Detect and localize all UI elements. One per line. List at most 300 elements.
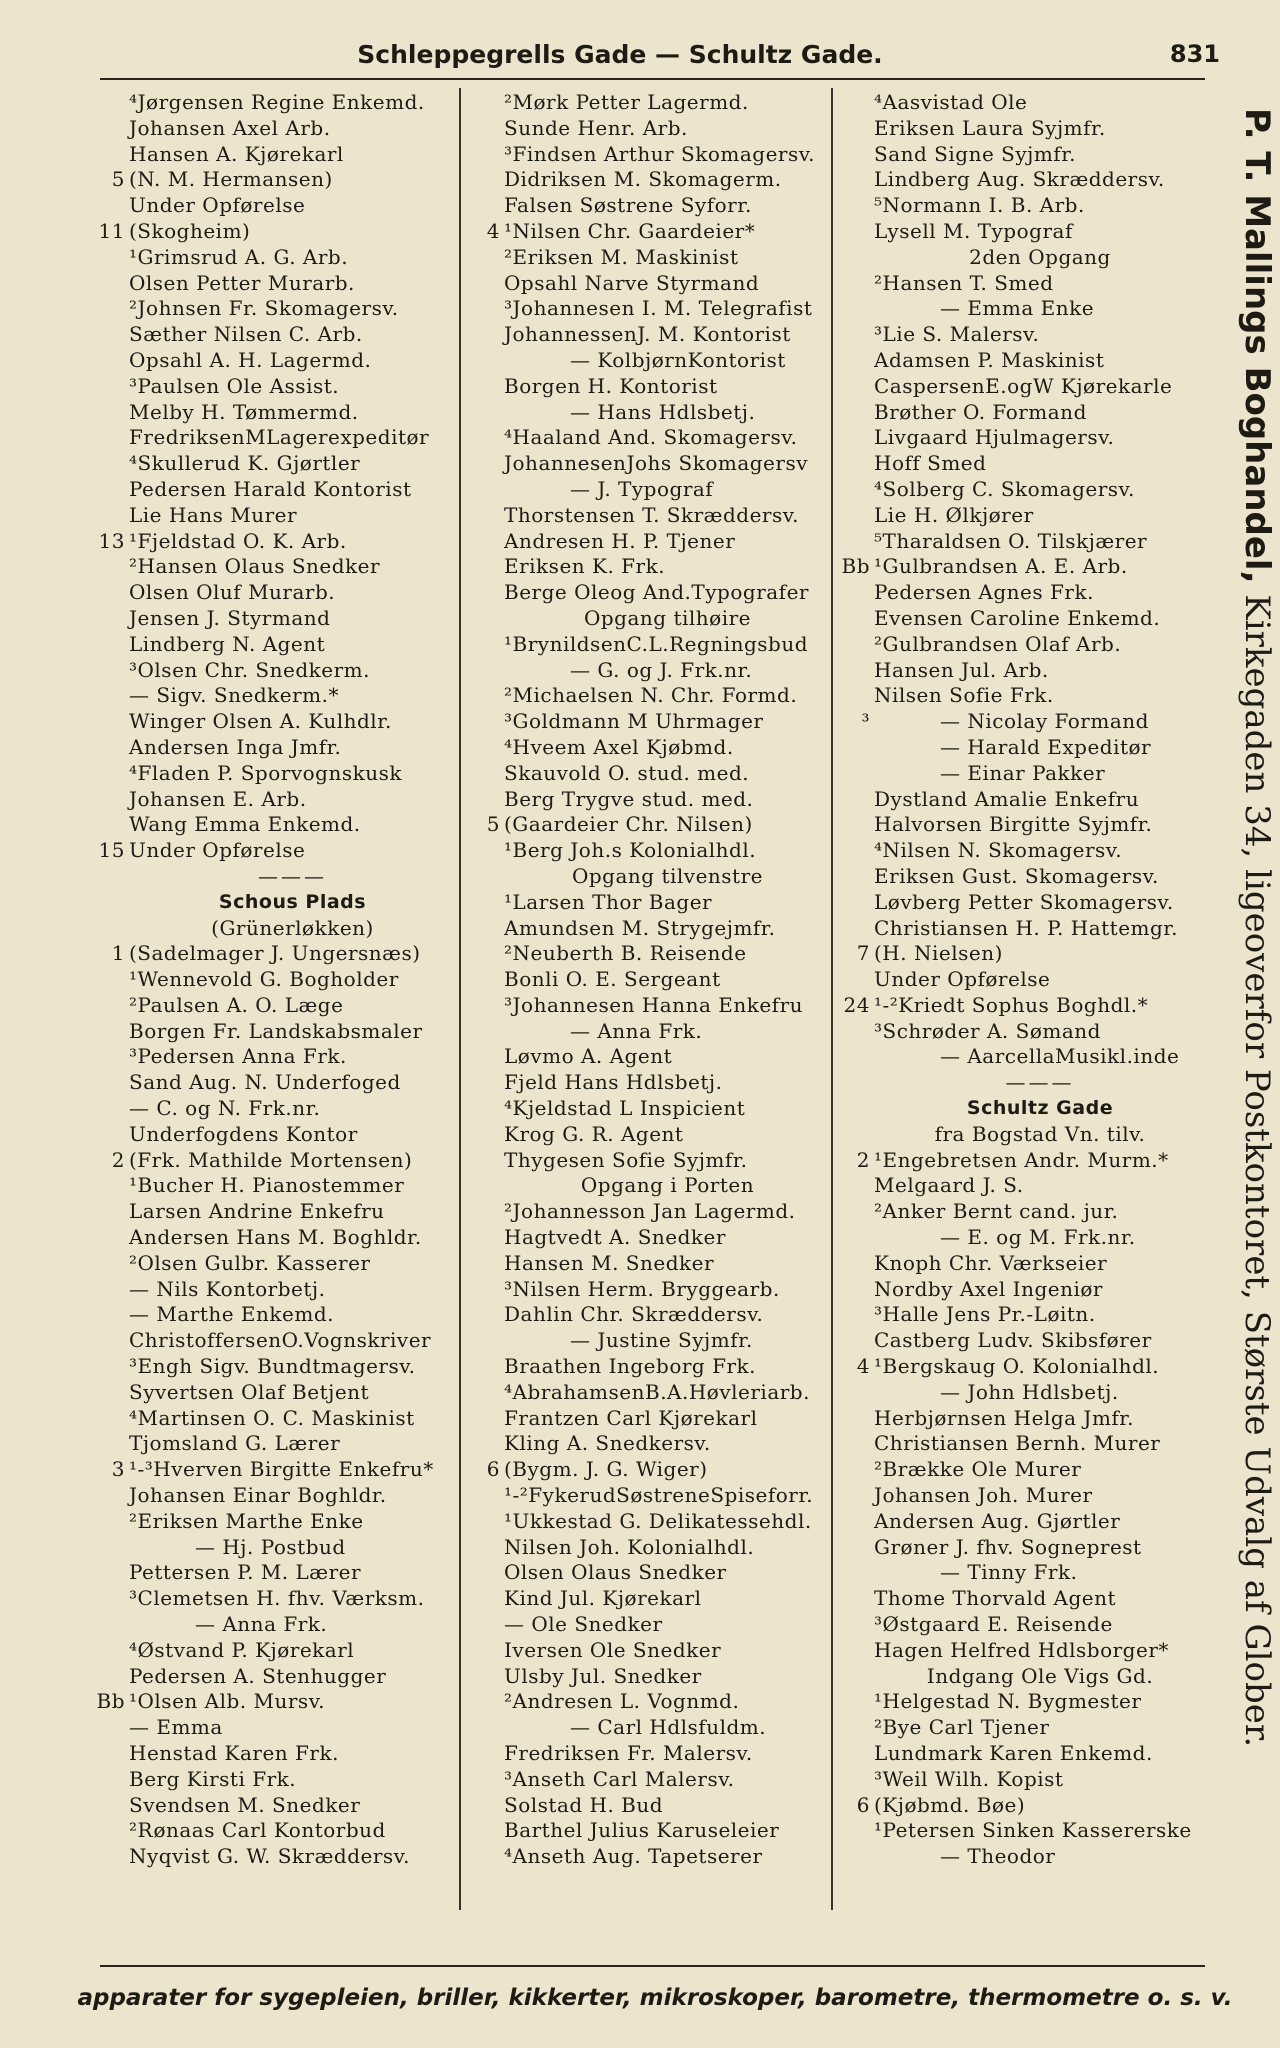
directory-entry — [840, 322, 1210, 348]
directory-entry — [95, 709, 460, 735]
entry-text: Iversen Ole Snedker — [504, 1637, 722, 1662]
house-number: 7 — [856, 941, 870, 966]
entry-text: Eriksen Gust. Skomagersv. — [874, 863, 1159, 888]
entry-text: ³Goldmann M Uhrmager — [504, 709, 764, 734]
entry-text: ¹Grimsrud A. G. Arb. — [129, 244, 349, 269]
entry-text: ³Paulsen Ole Assist. — [129, 373, 340, 398]
entry-text: — Carl Hdlsfuldm. — [570, 1715, 767, 1740]
directory-entry — [95, 1818, 460, 1844]
entry-text: ³Olsen Chr. Snedkerm. — [129, 657, 370, 682]
entry-text: ¹Petersen Sinken Kassererske — [874, 1818, 1192, 1843]
directory-entry — [840, 1560, 1210, 1586]
entry-text: Johansen Axel Arb. — [129, 115, 331, 140]
directory-entry — [840, 967, 1210, 993]
directory-entry — [470, 451, 835, 477]
entry-text: — Nils Kontorbetj. — [129, 1276, 326, 1301]
directory-entry — [840, 1715, 1210, 1741]
entry-text: Christiansen Bernh. Murer — [874, 1431, 1161, 1456]
directory-entry — [95, 193, 460, 219]
directory-entry — [470, 1664, 835, 1690]
directory-entry — [95, 1173, 460, 1199]
directory-entry — [470, 1225, 835, 1251]
entry-text: Fjeld Hans Hdlsbetj. — [504, 1070, 723, 1095]
entry-text: JohannessenJ. M. Kontorist — [504, 322, 791, 347]
directory-entry — [840, 1122, 1210, 1148]
page-header-title: Schleppegrells Gade — Schultz Gade. — [357, 40, 883, 69]
directory-entry — [840, 1380, 1210, 1406]
directory-entry — [470, 683, 835, 709]
directory-entry — [840, 838, 1210, 864]
entry-text: Brøther O. Formand — [874, 399, 1087, 424]
entry-text: Evensen Caroline Enkemd. — [874, 605, 1161, 630]
entry-text: ²Eriksen M. Maskinist — [504, 244, 739, 269]
directory-entry — [840, 1148, 1210, 1174]
entry-text: Borgen Fr. Landskabsmaler — [129, 1018, 423, 1043]
entry-text: Nyqvist G. W. Skræddersv. — [129, 1844, 410, 1869]
entry-text: Pedersen Agnes Frk. — [874, 580, 1094, 605]
directory-entry — [840, 425, 1210, 451]
entry-text: Under Opførelse — [129, 838, 306, 863]
entry-text: ²Brække Ole Murer — [874, 1457, 1082, 1482]
entry-text: — Marthe Enkemd. — [129, 1302, 334, 1327]
house-number: 2 — [111, 1147, 125, 1172]
entry-text: Halvorsen Birgitte Syjmfr. — [874, 812, 1153, 837]
entry-text: Løvmo A. Agent — [504, 1044, 673, 1069]
entry-text: — Anna Frk. — [570, 1018, 703, 1043]
directory-entry — [95, 1689, 460, 1715]
directory-entry — [95, 1328, 460, 1354]
entry-text: Dystland Amalie Enkefru — [874, 786, 1140, 811]
house-number: 5 — [111, 167, 125, 192]
directory-entry — [470, 348, 835, 374]
directory-entry — [840, 1638, 1210, 1664]
directory-entry — [470, 658, 835, 684]
directory-entry — [840, 271, 1210, 297]
directory-entry — [95, 1225, 460, 1251]
entry-text: Tjomsland G. Lærer — [129, 1431, 341, 1456]
directory-entry — [840, 916, 1210, 942]
directory-entry — [840, 580, 1210, 606]
entry-text: Grøner J. fhv. Sogneprest — [874, 1534, 1142, 1559]
entry-text: ²Hansen T. Smed — [874, 270, 1054, 295]
directory-entry — [470, 1689, 835, 1715]
directory-entry — [840, 1199, 1210, 1225]
side-advertisement — [1237, 108, 1277, 1948]
directory-entry — [95, 400, 460, 426]
entry-text: ³Schrøder A. Sømand — [874, 1018, 1101, 1043]
entry-text: ——— — [258, 863, 327, 888]
entry-text: — Justine Syjmfr. — [570, 1328, 753, 1353]
footer-rule — [100, 1965, 1205, 1967]
directory-entry — [470, 1844, 835, 1870]
directory-entry — [95, 271, 460, 297]
entry-text: Falsen Søstrene Syforr. — [504, 193, 752, 218]
entry-text: ⁵Tharaldsen O. Tilskjærer — [874, 528, 1148, 553]
directory-entry — [470, 606, 835, 632]
directory-entry — [470, 1277, 835, 1303]
entry-text: Sæther Nilsen C. Arb. — [129, 322, 363, 347]
entry-text: (Sadelmager J. Ungersnæs) — [129, 941, 421, 966]
directory-entry — [470, 890, 835, 916]
house-number: 6 — [486, 1457, 500, 1482]
directory-entry — [470, 1793, 835, 1819]
entry-text: Nilsen Sofie Frk. — [874, 683, 1054, 708]
entry-text: Svendsen M. Snedker — [129, 1792, 361, 1817]
entry-text: (Frk. Mathilde Mortensen) — [129, 1147, 413, 1172]
directory-entry — [470, 1199, 835, 1225]
entry-text: ⁴Østvand P. Kjørekarl — [129, 1637, 355, 1662]
entry-text: ⁴Haaland And. Skomagersv. — [504, 425, 798, 450]
entry-text: Hansen M. Snedker — [504, 1250, 715, 1275]
directory-entry — [470, 1122, 835, 1148]
entry-text: — AarcellaMusikl.inde — [940, 1044, 1180, 1069]
directory-entry — [470, 1406, 835, 1432]
directory-entry — [840, 1354, 1210, 1380]
directory-entry — [95, 864, 460, 890]
directory-entry — [840, 1612, 1210, 1638]
entry-text: ¹Wennevold G. Bogholder — [129, 967, 399, 992]
directory-entry — [95, 1122, 460, 1148]
directory-entry — [840, 1844, 1210, 1870]
directory-entry — [470, 1509, 835, 1535]
entry-text: Braathen Ingeborg Frk. — [504, 1354, 756, 1379]
side-ad-brand: P. T. Mallings Boghandel, — [1237, 108, 1277, 584]
entry-text: CaspersenE.ogW Kjørekarle — [874, 373, 1173, 398]
directory-entry — [95, 1380, 460, 1406]
entry-text: ²Anker Bernt cand. jur. — [874, 1199, 1119, 1224]
directory-entry — [470, 1019, 835, 1045]
entry-text: Hagtvedt A. Snedker — [504, 1225, 726, 1250]
directory-entry — [840, 812, 1210, 838]
directory-entry — [840, 1173, 1210, 1199]
entry-text: Underfogdens Kontor — [129, 1121, 358, 1146]
directory-entry — [95, 993, 460, 1019]
directory-entry — [470, 1483, 835, 1509]
directory-entry — [840, 1251, 1210, 1277]
directory-entry — [840, 348, 1210, 374]
entry-text: Berg Trygve stud. med. — [504, 786, 754, 811]
directory-entry — [470, 374, 835, 400]
entry-text: — Emma Enke — [940, 296, 1095, 321]
entry-text: Didriksen M. Skomagerm. — [504, 167, 782, 192]
entry-text: ²Johnsen Fr. Skomagersv. — [129, 296, 399, 321]
entry-text: Lundmark Karen Enkemd. — [874, 1741, 1153, 1765]
directory-entry — [95, 451, 460, 477]
directory-entry — [470, 787, 835, 813]
directory-entry — [840, 529, 1210, 555]
directory-entry — [470, 735, 835, 761]
directory-entry — [95, 1767, 460, 1793]
directory-entry — [95, 890, 460, 916]
entry-text: ¹Ukkestad G. Delikatessehdl. — [504, 1508, 812, 1533]
entry-text: Pettersen P. M. Lærer — [129, 1560, 362, 1585]
entry-text: ²Rønaas Carl Kontorbud — [129, 1818, 386, 1843]
entry-text: Lindberg Aug. Skræddersv. — [874, 167, 1165, 192]
directory-entry — [470, 1560, 835, 1586]
directory-entry — [95, 1586, 460, 1612]
entry-text: (Skogheim) — [129, 218, 251, 243]
entry-text: Andresen H. P. Tjener — [504, 528, 736, 553]
entry-text: ⁴AbrahamsenB.A.Høvleriarb. — [504, 1379, 810, 1404]
house-number: Bb — [96, 1689, 125, 1714]
directory-entry — [840, 1535, 1210, 1561]
directory-entry — [95, 529, 460, 555]
entry-text: Jensen J. Styrmand — [129, 605, 331, 630]
directory-entry — [95, 348, 460, 374]
directory-entry — [840, 554, 1210, 580]
directory-entry — [95, 606, 460, 632]
directory-entry — [470, 1638, 835, 1664]
directory-entry — [840, 296, 1210, 322]
house-number: 15 — [98, 838, 125, 863]
directory-entry — [470, 761, 835, 787]
directory-entry — [95, 1044, 460, 1070]
directory-entry — [840, 683, 1210, 709]
entry-text: ³Halle Jens Pr.-Løitn. — [874, 1302, 1096, 1327]
directory-entry — [840, 477, 1210, 503]
column-1 — [95, 90, 460, 1870]
house-number: 1 — [111, 941, 125, 966]
entry-text: Lysell M. Typograf — [874, 218, 1073, 243]
entry-text: — Hj. Postbud — [195, 1534, 346, 1559]
directory-entry — [840, 245, 1210, 271]
entry-text: — Nicolay Formand — [940, 709, 1149, 734]
directory-entry — [840, 1070, 1210, 1096]
entry-text: Schultz Gade — [966, 1097, 1114, 1120]
directory-entry — [470, 167, 835, 193]
directory-entry — [840, 1767, 1210, 1793]
directory-entry — [840, 1793, 1210, 1819]
entry-text: ²Paulsen A. O. Læge — [129, 992, 344, 1017]
entry-text: Henstad Karen Frk. — [129, 1741, 339, 1765]
entry-text: (H. Nielsen) — [874, 941, 1003, 966]
directory-entry — [95, 142, 460, 168]
entry-text: ¹Fjeldstad O. K. Arb. — [129, 528, 347, 553]
entry-text: Schous Plads — [218, 890, 367, 913]
directory-entry — [840, 142, 1210, 168]
directory-entry — [95, 1431, 460, 1457]
entry-text: Lie Hans Murer — [129, 502, 298, 527]
directory-entry — [95, 116, 460, 142]
directory-entry — [840, 709, 1210, 735]
entry-text: (Gaardeier Chr. Nilsen) — [504, 812, 753, 837]
entry-text: Pedersen Harald Kontorist — [129, 476, 412, 501]
entry-text: Olsen Oluf Murarb. — [129, 580, 336, 605]
directory-entry — [840, 658, 1210, 684]
directory-entry — [95, 916, 460, 942]
directory-entry — [95, 1483, 460, 1509]
directory-entry — [95, 838, 460, 864]
entry-text: ³Nilsen Herm. Bryggearb. — [504, 1276, 780, 1301]
entry-text: FredriksenMLagerexpeditør — [129, 425, 430, 450]
entry-text: Opsahl Narve Styrmand — [504, 270, 760, 295]
entry-text: Christiansen H. P. Hattemgr. — [874, 915, 1179, 940]
entry-text: ¹Larsen Thor Bager — [504, 889, 713, 914]
entry-text: ¹BrynildsenC.L.Regningsbud — [504, 631, 809, 656]
entry-text: ³Pedersen Anna Frk. — [129, 1044, 347, 1069]
entry-text: Sand Aug. N. Underfoged — [129, 1070, 401, 1095]
entry-text: Bonli O. E. Sergeant — [504, 967, 721, 992]
entry-text: ¹-³Hverven Birgitte Enkefru* — [129, 1457, 434, 1482]
directory-entry — [95, 322, 460, 348]
entry-text: ChristoffersenO.Vognskriver — [129, 1328, 432, 1353]
directory-entry — [95, 245, 460, 271]
entry-text: ——— — [1005, 1070, 1075, 1095]
directory-entry — [840, 1431, 1210, 1457]
entry-text: — G. og J. Frk.nr. — [570, 657, 753, 682]
directory-entry — [95, 658, 460, 684]
entry-text: Krog G. R. Agent — [504, 1121, 684, 1146]
entry-text: ¹Bucher H. Pianostemmer — [129, 1173, 405, 1198]
entry-text: ⁴Jørgensen Regine Enkemd. — [129, 90, 425, 114]
entry-text: ¹Berg Joh.s Kolonialhdl. — [504, 838, 757, 863]
directory-entry — [470, 296, 835, 322]
entry-text: — Harald Expeditør — [940, 734, 1152, 759]
directory-entry — [840, 606, 1210, 632]
entry-text: Hansen Jul. Arb. — [874, 657, 1049, 682]
entry-text: Herbjørnsen Helga Jmfr. — [874, 1405, 1135, 1430]
entry-text: Sand Signe Syjmfr. — [874, 141, 1076, 166]
directory-entry — [470, 1380, 835, 1406]
directory-entry — [95, 1354, 460, 1380]
directory-entry — [840, 193, 1210, 219]
directory-entry — [95, 761, 460, 787]
entry-text: — Sigv. Snedkerm.* — [129, 683, 339, 708]
directory-entry — [95, 787, 460, 813]
directory-entry — [470, 1715, 835, 1741]
footer-advertisement: apparater for sygepleien, briller, kikkerter, mikroskoper, barometre, thermometre o. s. v. — [77, 1985, 1233, 2011]
entry-text: ¹Helgestad N. Bygmester — [874, 1689, 1142, 1714]
house-number: Bb — [841, 554, 870, 579]
entry-text: Sunde Henr. Arb. — [504, 115, 688, 140]
entry-text: ¹Engebretsen Andr. Murm.* — [874, 1147, 1169, 1172]
directory-entry — [470, 812, 835, 838]
entry-text: Melby H. Tømmermd. — [129, 399, 359, 424]
directory-entry — [95, 1199, 460, 1225]
entry-text: Dahlin Chr. Skræddersv. — [504, 1302, 764, 1327]
entry-text: Melgaard J. S. — [874, 1173, 1024, 1198]
directory-entry — [470, 1148, 835, 1174]
entry-text: Syvertsen Olaf Betjent — [129, 1379, 370, 1404]
entry-text: — Ole Snedker — [504, 1612, 663, 1637]
directory-entry — [470, 529, 835, 555]
house-number: 4 — [856, 1354, 870, 1379]
directory-entry — [95, 90, 460, 116]
entry-text: Hoff Smed — [874, 451, 987, 476]
entry-text: Larsen Andrine Enkefru — [129, 1199, 385, 1224]
directory-entry — [95, 812, 460, 838]
entry-text: ²Michaelsen N. Chr. Formd. — [504, 683, 798, 708]
directory-entry — [470, 1173, 835, 1199]
directory-entry — [840, 219, 1210, 245]
entry-text: ²Eriksen Marthe Enke — [129, 1508, 364, 1533]
entry-text: Olsen Petter Murarb. — [129, 270, 355, 295]
directory-entry — [840, 1586, 1210, 1612]
house-number: 2 — [856, 1147, 870, 1172]
house-number: 6 — [856, 1792, 870, 1817]
entry-text: ¹Gulbrandsen A. E. Arb. — [874, 554, 1128, 579]
entry-text: ³Engh Sigv. Bundtmagersv. — [129, 1354, 416, 1379]
directory-entry — [95, 1793, 460, 1819]
entry-text: ³Johannesen Hanna Enkefru — [504, 992, 804, 1017]
entry-text: 2den Opgang — [969, 244, 1111, 269]
directory-entry — [840, 90, 1210, 116]
directory-entry — [95, 1560, 460, 1586]
entry-text: ⁴Aasvistad Ole — [874, 90, 1028, 114]
directory-entry — [840, 787, 1210, 813]
directory-entry — [840, 1483, 1210, 1509]
entry-text: ²Bye Carl Tjener — [874, 1715, 1050, 1740]
directory-entry — [470, 1586, 835, 1612]
directory-entry — [95, 683, 460, 709]
entry-text: ³Findsen Arthur Skomagersv. — [504, 141, 816, 166]
directory-entry — [470, 142, 835, 168]
directory-entry — [840, 1225, 1210, 1251]
entry-text: — Einar Pakker — [940, 760, 1106, 785]
entry-text: ¹Olsen Alb. Mursv. — [129, 1689, 325, 1714]
directory-entry — [470, 1044, 835, 1070]
entry-text: ⁴Hveem Axel Kjøbmd. — [504, 734, 734, 759]
entry-text: ⁵Normann I. B. Arb. — [874, 193, 1085, 218]
entry-text: Lindberg N. Agent — [129, 631, 326, 656]
directory-entry — [840, 735, 1210, 761]
directory-entry — [470, 400, 835, 426]
directory-entry — [840, 1406, 1210, 1432]
entry-text: Opgang tilhøire — [583, 605, 751, 630]
directory-entry — [95, 1612, 460, 1638]
entry-text: ²Olsen Gulbr. Kasserer — [129, 1250, 371, 1275]
directory-entry — [95, 219, 460, 245]
directory-entry — [470, 941, 835, 967]
entry-text: ²Mørk Petter Lagermd. — [504, 90, 749, 114]
directory-entry — [95, 1148, 460, 1174]
entry-text: Lie H. Ølkjører — [874, 502, 1034, 527]
entry-text: — J. Typograf — [570, 476, 714, 501]
directory-entry — [470, 116, 835, 142]
directory-entry — [840, 1741, 1210, 1767]
directory-entry — [95, 1457, 460, 1483]
directory-entry — [470, 477, 835, 503]
directory-entry — [470, 709, 835, 735]
directory-entry — [95, 580, 460, 606]
directory-entry — [470, 1251, 835, 1277]
entry-text: fra Bogstad Vn. tilv. — [934, 1121, 1146, 1146]
entry-text: Løvberg Petter Skomagersv. — [874, 889, 1174, 914]
entry-text: Kling A. Snedkersv. — [504, 1431, 711, 1456]
directory-entry — [840, 503, 1210, 529]
directory-entry — [840, 993, 1210, 1019]
entry-text: Opsahl A. H. Lagermd. — [129, 347, 372, 372]
entry-text: ¹-²FykerudSøstreneSpiseforr. — [504, 1483, 814, 1508]
header-rule — [100, 78, 1205, 80]
entry-text: (Grünerløkken) — [211, 915, 374, 940]
entry-text: Barthel Julius Karuseleier — [504, 1818, 780, 1843]
column-divider — [459, 88, 461, 1910]
entry-text: — KolbjørnKontorist — [570, 347, 786, 372]
entry-text: Johansen E. Arb. — [129, 786, 307, 811]
directory-entry — [840, 1457, 1210, 1483]
directory-entry — [95, 1509, 460, 1535]
directory-entry — [840, 167, 1210, 193]
directory-entry — [95, 967, 460, 993]
directory-entry — [470, 1741, 835, 1767]
directory-entry — [95, 1741, 460, 1767]
directory-entry — [470, 322, 835, 348]
entry-text: ¹Bergskaug O. Kolonialhdl. — [874, 1354, 1160, 1379]
directory-entry — [470, 245, 835, 271]
directory-entry — [95, 1277, 460, 1303]
entry-text: Pedersen A. Stenhugger — [129, 1663, 387, 1688]
